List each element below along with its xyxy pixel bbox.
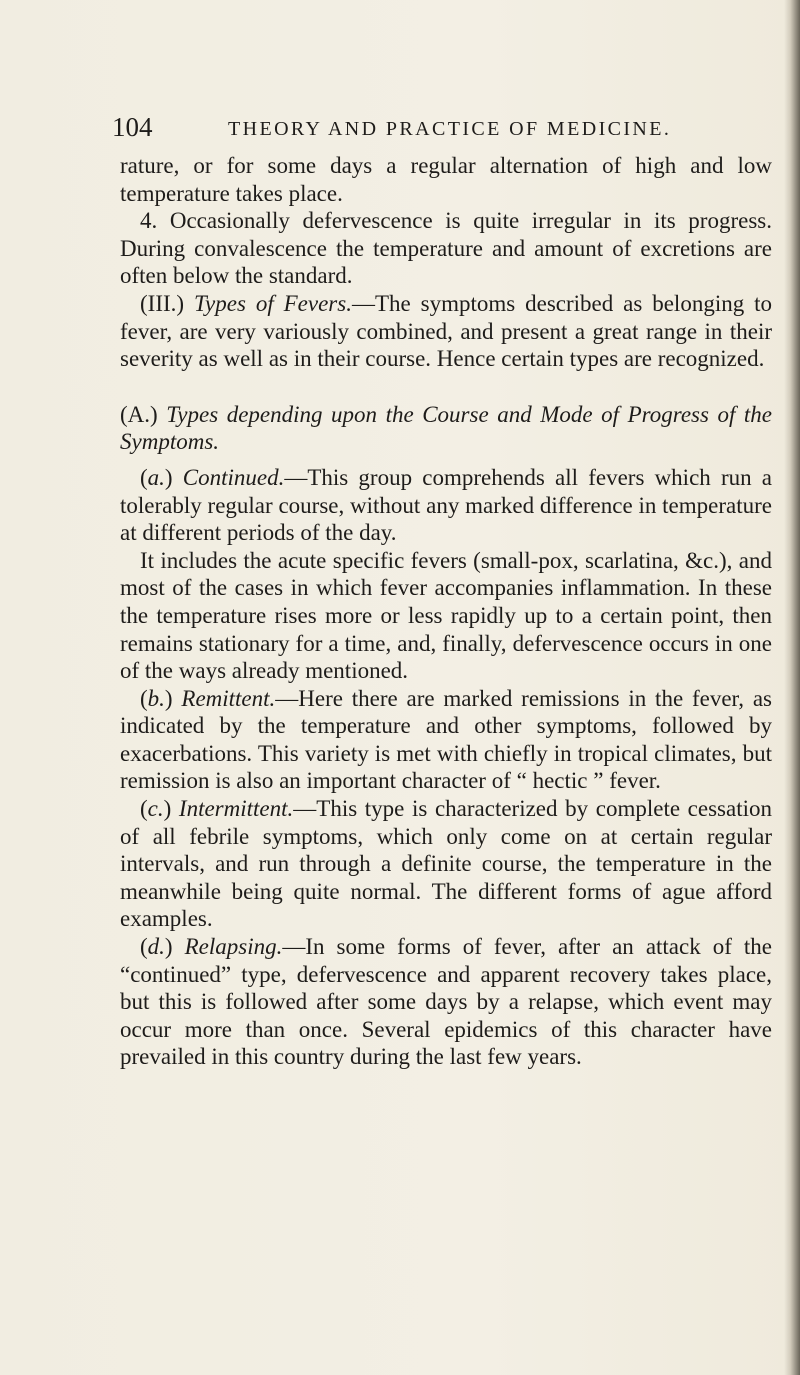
open-paren: ( (140, 464, 148, 490)
close-paren: ) (164, 685, 182, 711)
section-heading: Types of Fevers. (193, 290, 352, 316)
subsection-title-a (120, 401, 772, 456)
section-number: (III.) (140, 290, 194, 316)
item-letter: a. (147, 464, 165, 490)
item-body: —This group comprehends all fevers which run a tolerably regular course, without any marked difference in temperature at different periods of the day. (120, 464, 772, 546)
section-body: —The symptoms described as belonging to fever, are very variously combined, and present a great range in their severity as well as in their course. Hence certain types are recognized. (120, 290, 773, 372)
page-edge-shadow (784, 0, 800, 1375)
item-body: —Here there are marked remissions in the fever, as indicated by the temperature and other symptoms, followed by exacerbations. This variety is met with chiefly in tropical climates, but remission is also an important character of “ hectic ” fever. (120, 685, 772, 794)
page-header (112, 112, 752, 152)
close-paren: ) (164, 934, 185, 960)
spacer-small (120, 456, 772, 464)
item-heading: Continued. (182, 464, 285, 490)
subsection-number: (A.) (120, 401, 167, 427)
item-heading: Relapsing. (184, 934, 283, 960)
item-letter: c. (147, 796, 164, 822)
spacer (120, 373, 772, 401)
item-body: —This type is characterized by complete cessation of all febrile symptoms, which only come on at certain regular intervals, and run through a definite course, the temperature in the meanwhile being quite normal. The different forms of ague afford examples. (120, 796, 772, 932)
paragraph-relapsing (120, 933, 772, 1071)
paragraph-continued-detail: It includes the acute specific fevers (small-pox, scarlatina, &c.), and most of the cases in which fever accompanies inflammation. In these the temperature rises more or less rapidly up to a certain point, then remains stationary for a time, and, finally, defervescence occurs in one of the ways already mentioned. (120, 547, 772, 684)
subsection-heading: Types depending upon the Course and Mode of Progress of the Symptoms. (120, 401, 772, 455)
paragraph-remittent (120, 685, 772, 795)
open-paren: ( (140, 685, 148, 711)
paragraph-continuation: rature, or for some days a regular alternation of high and low temperature takes place. (120, 153, 772, 206)
item-letter: b. (147, 685, 165, 711)
open-paren: ( (140, 934, 148, 960)
open-paren: ( (140, 796, 148, 822)
paragraph-item-4: 4. Occasionally defervescence is quite irregular in its progress. During convalescence the temperature and amount of excretions are often below the standard. (120, 208, 772, 289)
paragraph-continued (120, 464, 772, 547)
item-heading: Intermittent. (178, 796, 294, 822)
item-heading: Remittent. (181, 685, 276, 711)
page-number: 104 (112, 112, 153, 142)
close-paren: ) (164, 464, 183, 490)
running-head: THEORY AND PRACTICE OF MEDICINE. (228, 118, 672, 140)
item-body: —In some forms of fever, after an attack of the “continued” type, defervescence and apparent recovery takes place, but this is followed after some days by a relapse, which event may occur more than once. Several epidemics of this character have prevailed in this country during the last few years. (120, 934, 772, 1070)
paragraph-types-of-fevers (120, 290, 772, 373)
item-letter: d. (147, 934, 165, 960)
body-text (120, 152, 772, 1071)
close-paren: ) (163, 796, 179, 822)
paragraph-intermittent (120, 795, 772, 933)
